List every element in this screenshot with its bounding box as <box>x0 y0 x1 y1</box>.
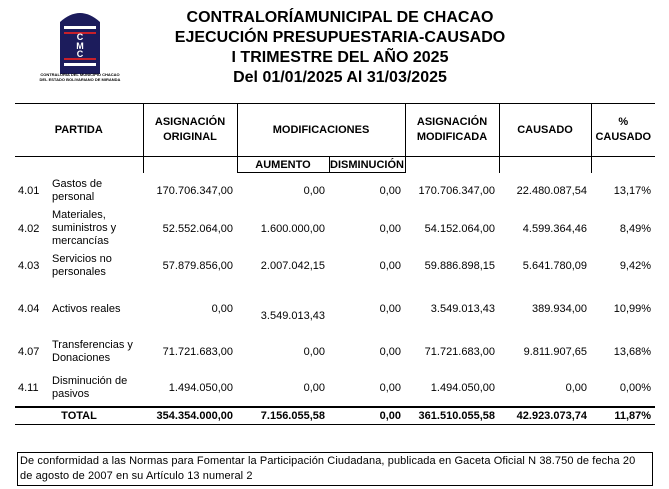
row-causado: 5.641.780,09 <box>522 260 588 272</box>
logo-letters-c: C <box>76 49 84 59</box>
row-name: Activos reales <box>52 302 121 315</box>
row-pct: 9,42% <box>619 260 652 272</box>
table-header-row <box>15 104 655 157</box>
row-original: 170.706.347,00 <box>156 184 234 197</box>
total-causado: 42.923.073,74 <box>499 407 591 425</box>
row-aumento: 1.600.000,00 <box>260 222 326 235</box>
row-aumento: 3.549.013,43 <box>260 310 326 322</box>
table-subheader-row <box>15 157 655 173</box>
row-name: Servicios no personales <box>52 253 112 278</box>
row-modificada: 71.721.683,00 <box>424 346 496 358</box>
table-row <box>15 248 655 284</box>
col-aumento: AUMENTO <box>237 157 329 173</box>
row-pct: 10,99% <box>613 303 652 315</box>
row-pct: 13,17% <box>613 184 652 197</box>
row-aumento: 2.007.042,15 <box>260 260 326 272</box>
row-original: 52.552.064,00 <box>162 222 234 235</box>
legal-footnote: De conformidad a las Normas para Fomentar la Participación Ciudadana, publicada en Gaceta Oficial N 38.750 de fecha 20 de agosto de 2007 en su Artículo 13 numeral 2 <box>17 452 653 486</box>
logo-caption-line1: CONTRALORIA DEL MUNICIPIO CHACAO <box>40 72 120 77</box>
row-name: Transferencias y Donaciones <box>52 339 133 364</box>
row-aumento: 0,00 <box>303 382 326 394</box>
table-row <box>15 370 655 407</box>
row-disminucion: 0,00 <box>379 303 402 315</box>
total-modificada: 361.510.055,58 <box>405 407 499 425</box>
row-modificada: 3.549.013,43 <box>430 303 496 315</box>
row-name: Disminución de pasivos <box>52 375 128 400</box>
total-row <box>15 407 655 425</box>
table-row <box>15 209 655 248</box>
title-line-2: EJECUCIÓN PRESUPUESTARIA-CAUSADO <box>174 29 506 46</box>
logo-caption-line2: DEL ESTADO BOLIVARIANO DE MIRANDA <box>39 77 121 82</box>
row-code: 4.11 <box>18 382 39 394</box>
col-modificaciones: MODIFICACIONES <box>237 104 405 157</box>
row-causado: 4.599.364,46 <box>522 222 588 235</box>
budget-table <box>15 103 655 425</box>
total-pct: 11,87% <box>591 407 655 425</box>
row-aumento: 0,00 <box>303 346 326 358</box>
total-original: 354.354.000,00 <box>143 407 237 425</box>
col-disminucion: DISMINUCIÓN <box>330 158 404 171</box>
row-causado: 389.934,00 <box>531 303 588 315</box>
title-line-1: CONTRALORÍAMUNICIPAL DE CHACAO <box>186 9 494 26</box>
row-code: 4.04 <box>18 303 40 315</box>
row-modificada: 54.152.064,00 <box>424 222 496 235</box>
row-disminucion: 0,00 <box>379 346 402 358</box>
table-row <box>15 284 655 334</box>
logo-letters: C <box>76 32 84 42</box>
col-asignacion-original: ASIGNACIÓN ORIGINAL <box>143 104 237 157</box>
row-code: 4.07 <box>18 346 40 358</box>
row-pct: 8,49% <box>619 222 652 235</box>
title-line-4: Del 01/01/2025 Al 31/03/2025 <box>233 69 447 86</box>
table-row <box>15 173 655 210</box>
row-causado: 22.480.087,54 <box>516 184 588 197</box>
row-original: 71.721.683,00 <box>162 346 234 358</box>
row-causado: 0,00 <box>565 382 588 394</box>
row-disminucion: 0,00 <box>379 382 402 394</box>
logo-caption <box>32 72 128 82</box>
cmc-emblem-icon <box>34 8 126 78</box>
row-original: 57.879.856,00 <box>162 260 234 272</box>
row-code: 4.01 <box>18 184 40 197</box>
row-disminucion: 0,00 <box>379 222 402 235</box>
row-disminucion: 0,00 <box>379 185 402 197</box>
logo-letters-m: M <box>76 41 84 51</box>
col-pct-causado: % CAUSADO <box>591 104 655 157</box>
total-label: TOTAL <box>15 407 143 425</box>
row-original: 1.494.050,00 <box>168 382 234 394</box>
row-code: 4.03 <box>18 260 40 272</box>
row-modificada: 59.886.898,15 <box>424 260 496 272</box>
total-aumento: 7.156.055,58 <box>237 407 329 425</box>
col-partida: PARTIDA <box>15 104 143 157</box>
row-modificada: 1.494.050,00 <box>430 382 496 394</box>
report-title <box>150 8 530 88</box>
col-causado: CAUSADO <box>499 104 591 157</box>
row-causado: 9.811.907,65 <box>523 346 588 358</box>
row-pct: 13,68% <box>613 346 652 358</box>
row-aumento: 0,00 <box>303 185 326 197</box>
row-name: Materiales, suministros y mercancías <box>52 209 117 247</box>
table-row <box>15 334 655 370</box>
row-modificada: 170.706.347,00 <box>418 184 496 197</box>
col-asignacion-modificada: ASIGNACIÓN MODIFICADA <box>405 104 499 157</box>
row-disminucion: 0,00 <box>379 260 402 272</box>
row-pct: 0,00% <box>619 382 652 394</box>
title-line-3: I TRIMESTRE DEL AÑO 2025 <box>231 49 449 66</box>
row-code: 4.02 <box>18 222 40 235</box>
total-disminucion: 0,00 <box>329 407 405 425</box>
row-name: Gastos de personal <box>52 177 103 203</box>
row-original: 0,00 <box>211 303 234 315</box>
